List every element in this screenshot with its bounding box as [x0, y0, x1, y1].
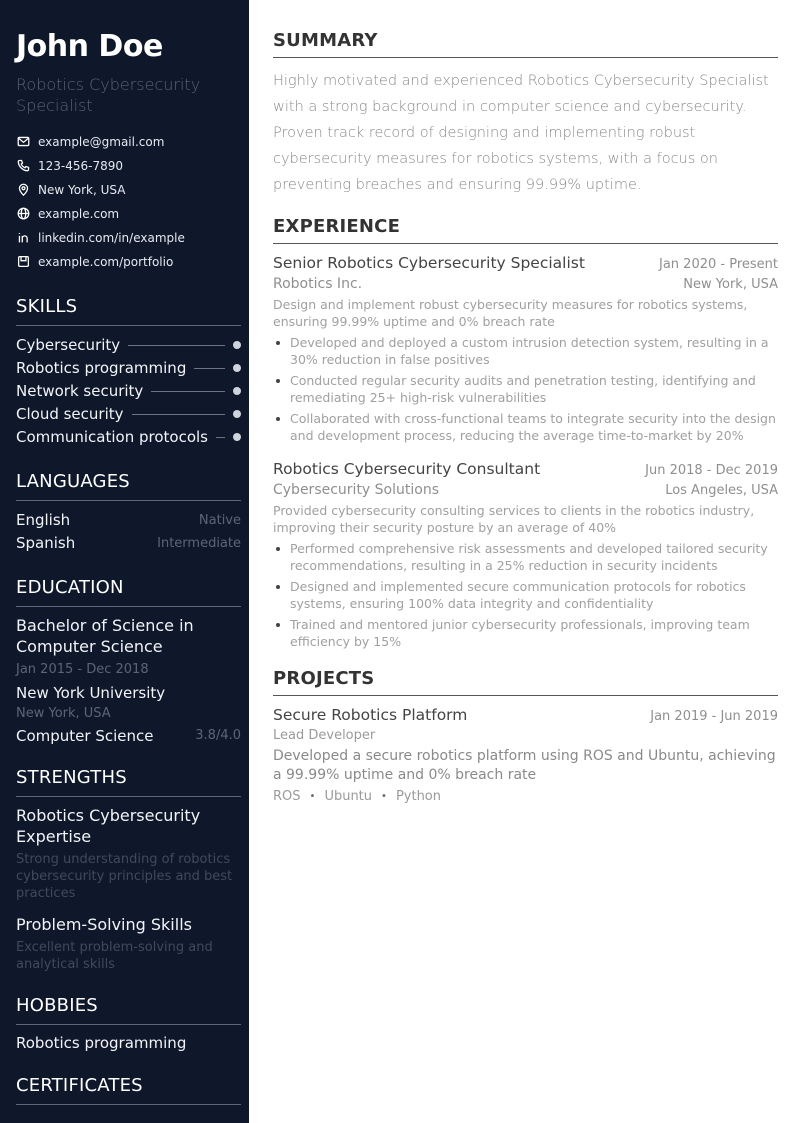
strength-item — [16, 914, 241, 973]
project-description: Developed a secure robotics platform using ROS and Ubuntu, achieving a 99.99% uptime and 0% breach rate — [273, 748, 776, 783]
education-field-row — [16, 727, 241, 745]
project-role: Lead Developer — [273, 728, 376, 743]
contact-portfolio[interactable] — [16, 250, 241, 274]
education-field: Computer Science — [16, 726, 154, 745]
location-icon — [16, 183, 30, 197]
contact-website[interactable] — [16, 202, 241, 226]
strength-title: Problem-Solving Skills — [16, 914, 192, 934]
language-name: English — [16, 511, 71, 529]
job-description: Design and implement robust cybersecurity measures for robotics systems, ensuring 99.99% uptime and 0% breach rate — [273, 297, 748, 329]
skill-name: Cloud security — [16, 405, 124, 423]
skills-section — [16, 296, 241, 449]
project-title-row — [273, 706, 778, 724]
job-entry — [273, 460, 778, 650]
skill-line — [194, 368, 225, 369]
languages-heading: LANGUAGES — [16, 471, 241, 501]
job-company: Cybersecurity Solutions — [273, 482, 439, 498]
main-content — [273, 30, 778, 804]
language-item — [16, 532, 241, 555]
job-bullets — [273, 334, 778, 444]
contact-location — [16, 178, 241, 202]
skill-name: Cybersecurity — [16, 336, 121, 354]
education-section — [16, 577, 241, 745]
job-title-row — [273, 460, 778, 478]
project-entry — [273, 706, 778, 804]
projects-section — [273, 668, 778, 804]
summary-text: Highly motivated and experienced Robotics Cybersecurity Specialist with a strong background in computer science and cybersecurity. Proven track record of designing and implementing robust cybersecurity measures for robotics systems, with a focus on preventing breaches and ensuring 99.99% uptime. — [273, 73, 769, 193]
project-title: Secure Robotics Platform — [273, 706, 468, 724]
skill-dot — [233, 364, 241, 372]
contact-email-text: example@gmail.com — [38, 134, 165, 149]
project-tag: Ubuntu — [324, 789, 373, 804]
experience-heading: EXPERIENCE — [273, 216, 778, 244]
job-dates: Jan 2020 - Present — [659, 257, 778, 272]
contact-list — [16, 130, 241, 274]
mail-icon — [16, 135, 30, 149]
hobbies-heading: HOBBIES — [16, 995, 241, 1025]
skill-dot — [233, 387, 241, 395]
skill-dot — [233, 433, 241, 441]
language-name: Spanish — [16, 534, 76, 552]
skill-line — [216, 437, 225, 438]
tag-separator: • — [309, 791, 316, 802]
job-location: Los Angeles, USA — [665, 483, 778, 498]
contact-location-text: New York, USA — [38, 182, 126, 197]
job-bullet: Conducted regular security audits and penetration testing, identifying and remediating 25+ high-risk vulnerabilities — [273, 372, 778, 406]
education-school: New York University — [16, 683, 166, 702]
contact-email[interactable] — [16, 130, 241, 154]
phone-icon — [16, 159, 30, 173]
portfolio-icon — [16, 255, 30, 269]
skill-name: Network security — [16, 382, 144, 400]
job-title: Senior Robotics Cybersecurity Specialist — [273, 254, 585, 272]
certificates-heading: CERTIFICATES — [16, 1075, 241, 1105]
job-bullet: Collaborated with cross-functional teams to integrate security into the design and development process, reducing the average time-to-market by 20% — [273, 410, 778, 444]
education-degree: Bachelor of Science in Computer Science — [16, 615, 194, 656]
skill-item — [16, 334, 241, 357]
summary-section — [273, 30, 778, 198]
education-location: New York, USA — [16, 705, 111, 721]
linkedin-icon — [16, 231, 30, 245]
skill-item — [16, 357, 241, 380]
skill-line — [151, 391, 225, 392]
education-dates: Jan 2015 - Dec 2018 — [16, 661, 149, 677]
job-bullet: Trained and mentored junior cybersecurity professionals, improving team efficiency by 15% — [273, 616, 778, 650]
job-bullets — [273, 540, 778, 650]
contact-linkedin[interactable] — [16, 226, 241, 250]
job-bullet: Designed and implemented secure communication protocols for robotics systems, ensuring 100% data integrity and confidentiality — [273, 578, 778, 612]
strengths-section — [16, 767, 241, 973]
languages-section — [16, 471, 241, 555]
experience-section — [273, 216, 778, 650]
job-title-row — [273, 254, 778, 272]
project-tag: Python — [395, 789, 441, 804]
strength-title: Robotics Cybersecurity Expertise — [16, 805, 201, 846]
education-gpa: 3.8/4.0 — [195, 728, 241, 743]
skill-dot — [233, 410, 241, 418]
job-company: Robotics Inc. — [273, 276, 363, 292]
job-company-row — [273, 478, 778, 498]
education-heading: EDUCATION — [16, 577, 241, 607]
skill-name: Robotics programming — [16, 359, 187, 377]
strength-desc: Excellent problem-solving and analytical skills — [16, 939, 213, 972]
job-company-row — [273, 272, 778, 292]
job-dates: Jun 2018 - Dec 2019 — [645, 463, 778, 478]
skill-item — [16, 403, 241, 426]
skill-line — [132, 414, 225, 415]
project-dates: Jan 2019 - Jun 2019 — [650, 709, 778, 724]
contact-phone-text: 123-456-7890 — [38, 158, 124, 173]
hobby-item: Robotics programming — [16, 1033, 187, 1052]
job-location: New York, USA — [683, 277, 778, 292]
job-bullet: Developed and deployed a custom intrusion detection system, resulting in a 30% reduction in false positives — [273, 334, 778, 368]
language-level: Native — [198, 512, 241, 528]
sidebar — [0, 0, 249, 1123]
skill-dot — [233, 341, 241, 349]
skill-line — [128, 345, 225, 346]
skill-item — [16, 426, 241, 449]
language-level: Intermediate — [157, 535, 241, 551]
candidate-name: John Doe — [16, 29, 163, 64]
contact-linkedin-text: linkedin.com/in/example — [38, 230, 185, 245]
certificates-section — [16, 1075, 241, 1105]
globe-icon — [16, 207, 30, 221]
tag-separator: • — [381, 791, 387, 802]
candidate-role: Robotics Cybersecurity Specialist — [16, 74, 201, 115]
strengths-heading: STRENGTHS — [16, 767, 241, 797]
summary-heading: SUMMARY — [273, 30, 778, 58]
projects-heading: PROJECTS — [273, 668, 778, 696]
job-entry — [273, 254, 778, 444]
project-tag: ROS — [273, 789, 301, 804]
hobbies-section — [16, 995, 241, 1053]
strength-desc: Strong understanding of robotics cybersecurity principles and best practices — [16, 851, 233, 901]
skill-item — [16, 380, 241, 403]
contact-phone[interactable] — [16, 154, 241, 178]
strength-item — [16, 805, 241, 902]
language-item — [16, 509, 241, 532]
job-bullet: Performed comprehensive risk assessments and developed tailored security recommendations, resulting in a 25% reduction in security incidents — [273, 540, 778, 574]
job-description: Provided cybersecurity consulting services to clients in the robotics industry, improving their security posture by an average of 40% — [273, 503, 755, 535]
skills-heading: SKILLS — [16, 296, 241, 326]
contact-website-text: example.com — [38, 206, 120, 221]
contact-portfolio-text: example.com/portfolio — [38, 254, 174, 269]
project-tags — [273, 789, 778, 804]
job-title: Robotics Cybersecurity Consultant — [273, 460, 541, 478]
skill-name: Communication protocols — [16, 428, 208, 446]
